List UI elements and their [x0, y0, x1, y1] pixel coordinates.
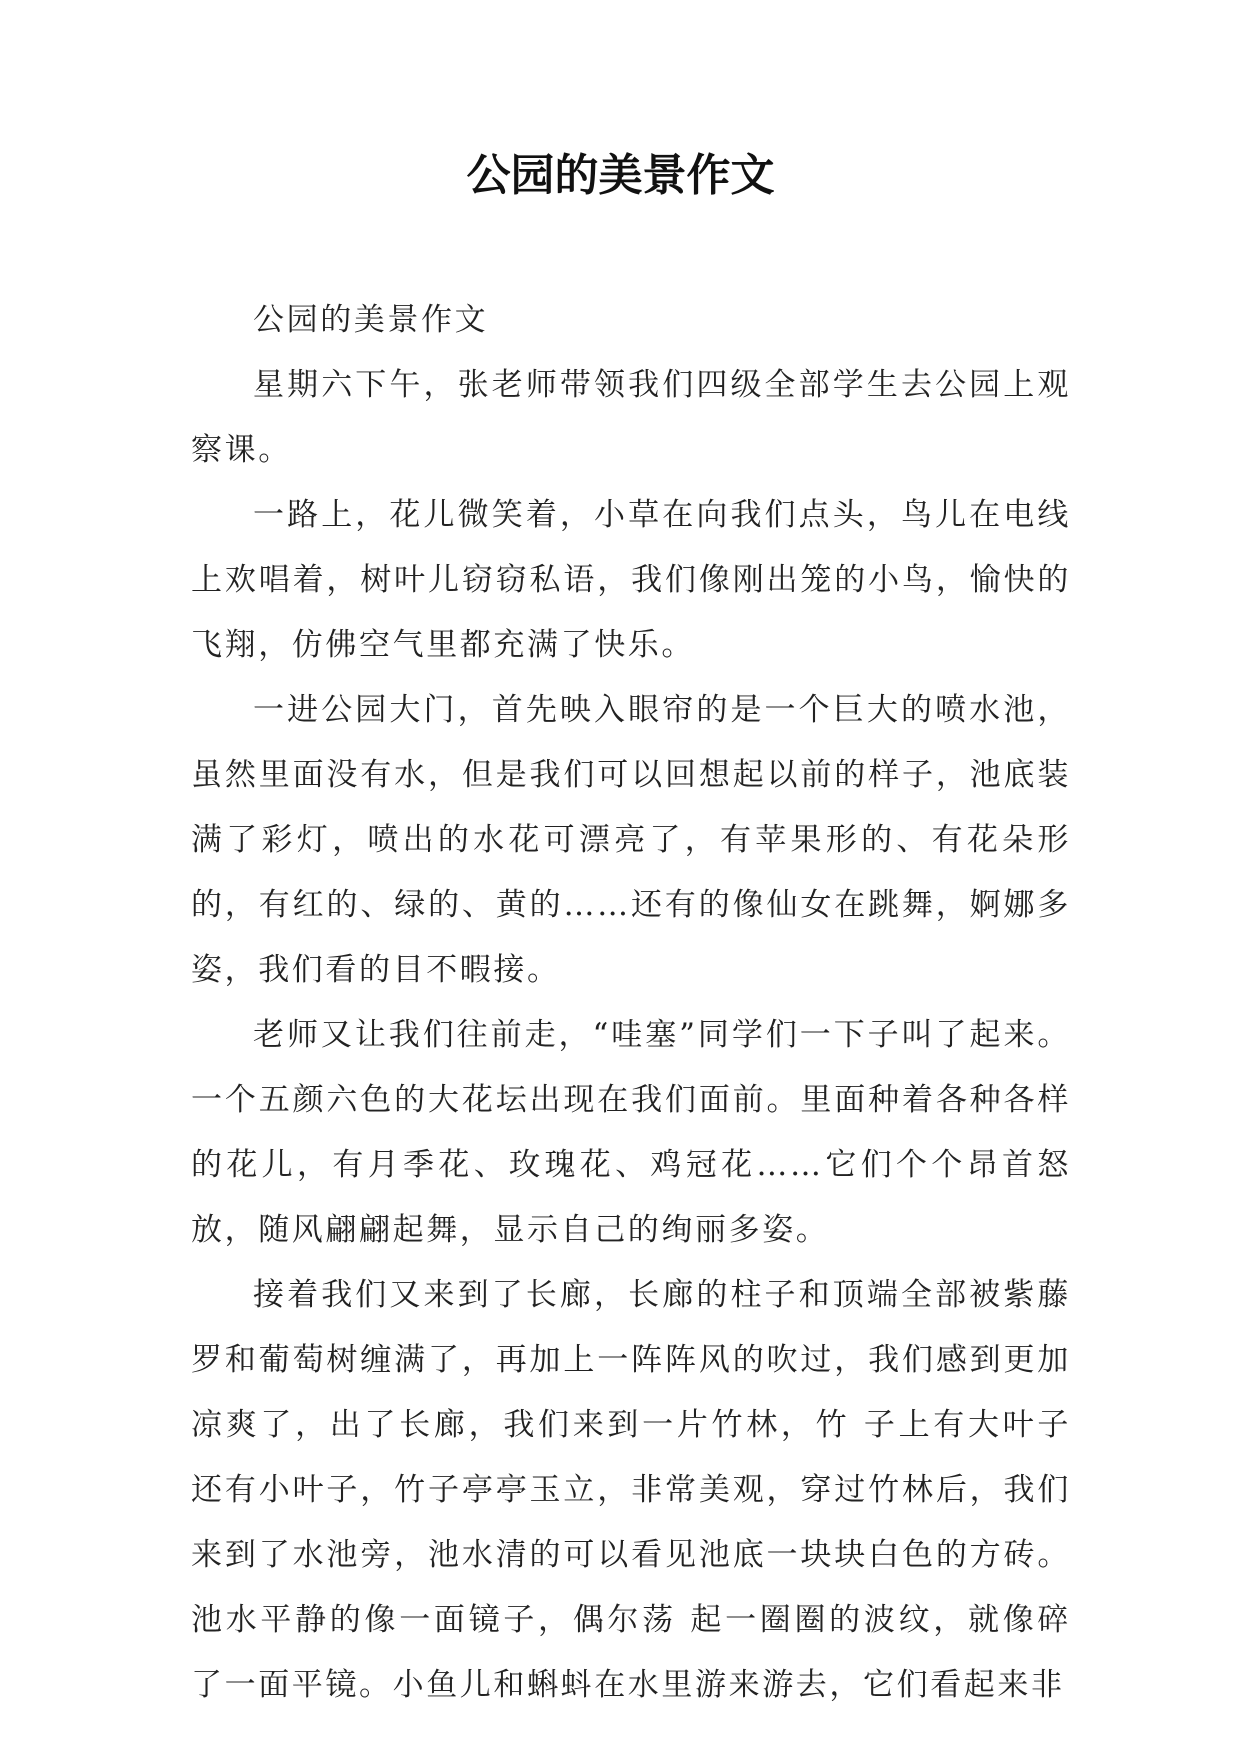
- document-body: [191, 288, 1071, 1718]
- paragraph: 一进公园大门，首先映入眼帘的是一个巨大的喷水池，虽然里面没有水，但是我们可以回想起以前的样子，池底装满了彩灯，喷出的水花可漂亮了，有苹果形的、有花朵形的，有红的、绿的、黄的……还有的像仙女在跳舞，婀娜多姿，我们看的目不暇接。: [191, 692, 1071, 988]
- paragraph: 一路上，花儿微笑着，小草在向我们点头，鸟儿在电线上欢唱着，树叶儿窃窃私语，我们像刚出笼的小鸟，愉快的飞翔，仿佛空气里都充满了快乐。: [191, 497, 1071, 663]
- paragraph: 接着我们又来到了长廊，长廊的柱子和顶端全部被紫藤罗和葡萄树缠满了，再加上一阵阵风的吹过，我们感到更加凉爽了，出了长廊，我们来到一片竹林，竹 子上有大叶子还有小叶子，竹子亭亭玉立，非常美观，穿过竹林后，我们来到了水池旁，池水清的可以看见池底一块块白色的方砖。池水平静的像一面镜子，偶尔荡 起一圈圈的波纹，就像碎了一面平镜。小鱼儿和蝌蚪在水里游来游去，它们看起来非: [191, 1277, 1071, 1703]
- document-title: 公园的美景作文: [466, 150, 775, 201]
- paragraph: 老师又让我们往前走，“哇塞”同学们一下子叫了起来。一个五颜六色的大花坛出现在我们面前。里面种着各种各样的花儿，有月季花、玫瑰花、鸡冠花……它们个个昂首怒放，随风翩翩起舞，显示自己的绚丽多姿。: [191, 1017, 1071, 1248]
- paragraph: 星期六下午，张老师带领我们四级全部学生去公园上观察课。: [191, 367, 1071, 468]
- paragraph-subtitle: 公园的美景作文: [253, 302, 489, 338]
